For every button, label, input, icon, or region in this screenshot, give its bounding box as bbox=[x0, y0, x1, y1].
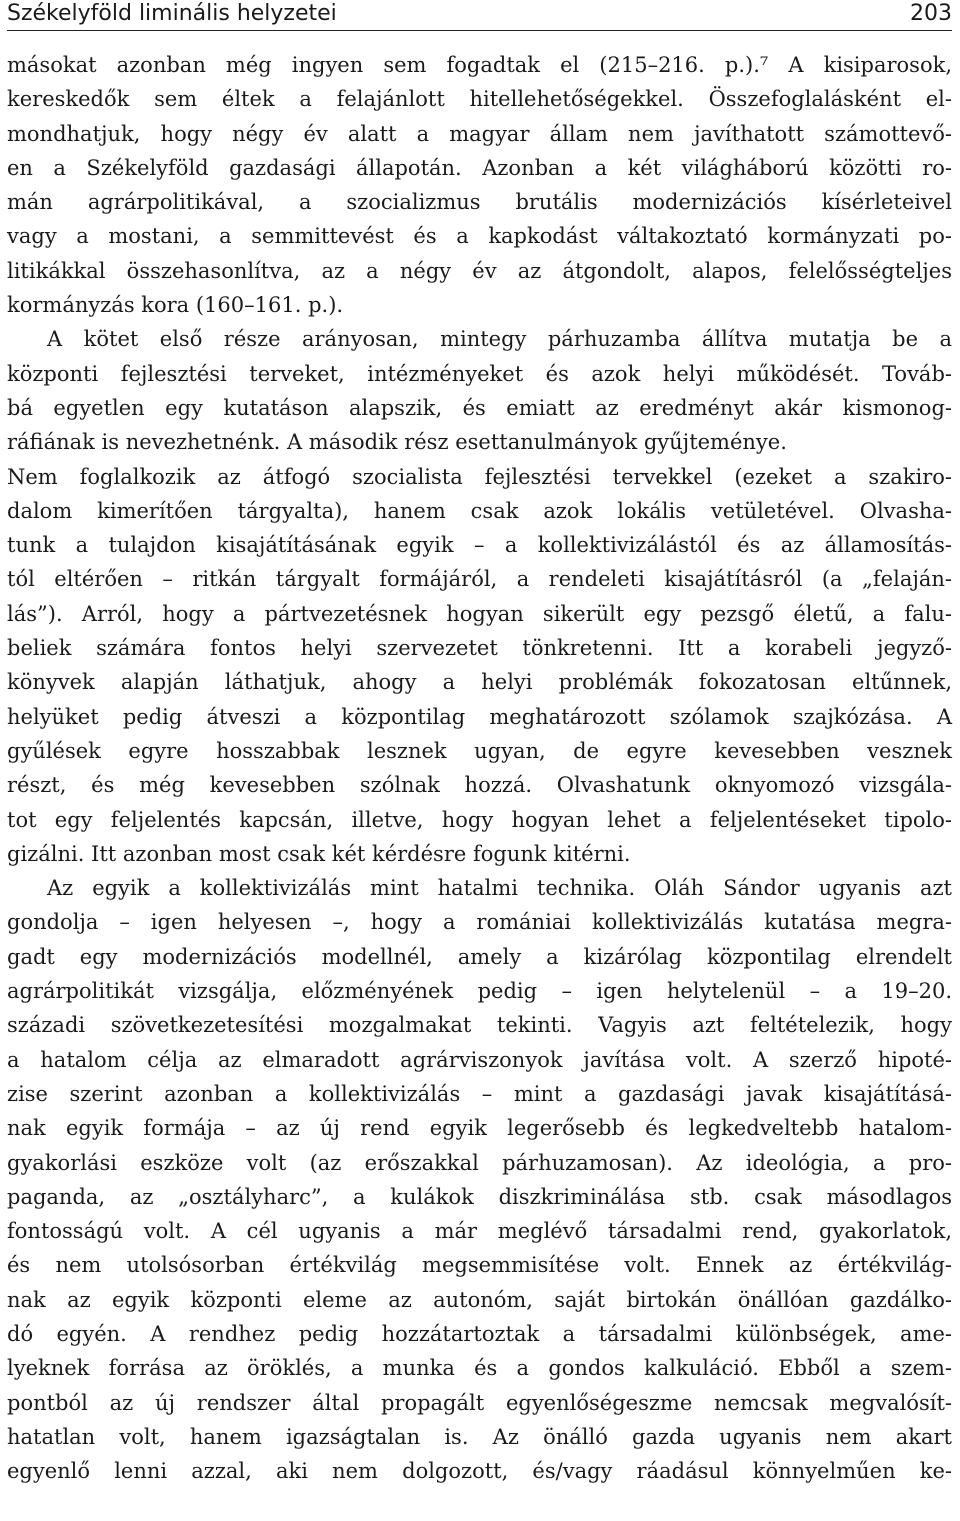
text-line: mán agrárpolitikával, a szocializmus brutális modernizációs kísérleteivel bbox=[7, 190, 952, 215]
text-line: en a Székelyföld gazdasági állapotán. Azonban a két világháború közötti ro- bbox=[7, 155, 952, 180]
text-line: dalom kimerítően tárgyalta), hanem csak azok lokális vetületével. Olvasha- bbox=[7, 498, 952, 523]
text-line: és nem utolsósorban értékvilág megsemmisítése volt. Ennek az értékvilág- bbox=[7, 1253, 952, 1278]
text-line: zise szerint azonban a kollektivizálás – mint a gazdasági javak kisajátításá- bbox=[7, 1081, 952, 1106]
text-line: vagy a mostani, a semmittevést és a kapkodást váltakoztató kormányzati po- bbox=[7, 224, 952, 249]
text-line: egyenlő lenni azzal, aki nem dolgozott, és/vagy ráadásul könnyelműen ke- bbox=[7, 1459, 952, 1484]
text-line: fontosságú volt. A cél ugyanis a már meglévő társadalmi rend, gyakorlatok, bbox=[7, 1219, 952, 1244]
text-line: tot egy feljelentés kapcsán, illetve, hogy hogyan lehet a feljelentéseket tipolo- bbox=[7, 807, 952, 832]
text-line: ráfiának is nevezhetnénk. A második rész esettanulmányok gyűjteménye. bbox=[7, 430, 787, 455]
text-line: bá egyetlen egy kutatáson alapszik, és emiatt az eredményt akár kismonog- bbox=[7, 395, 952, 420]
text-line: részt, és még kevesebben szólnak hozzá. Olvashatunk oknyomozó vizsgála- bbox=[7, 773, 952, 798]
text-line: A kötet első része arányosan, mintegy párhuzamba állítva mutatja be a bbox=[47, 327, 952, 352]
text-line: nak egyik formája – az új rend egyik legerősebb és legkedveltebb hatalom- bbox=[7, 1116, 952, 1141]
text-line: hatatlan volt, hanem igazságtalan is. Az önálló gazda ugyanis nem akart bbox=[7, 1424, 952, 1449]
text-line: gyakorlási eszköze volt (az erőszakkal párhuzamosan). Az ideológia, a pro- bbox=[7, 1150, 952, 1175]
body-text bbox=[7, 48, 952, 1488]
text-line: beliek számára fontos helyi szervezetet tönkretenni. Itt a korabeli jegyző- bbox=[7, 636, 952, 661]
text-line: gizálni. Itt azonban most csak két kérdésre fogunk kitérni. bbox=[7, 841, 631, 866]
text-line: kereskedők sem éltek a felajánlott hitellehetőségekkel. Összefoglalásként el- bbox=[7, 87, 952, 112]
page-header bbox=[7, 0, 952, 31]
text-line: mondhatjuk, hogy négy év alatt a magyar állam nem javíthatott számottevő- bbox=[7, 121, 952, 146]
text-line: gadt egy modernizációs modellnél, amely a kizárólag központilag elrendelt bbox=[7, 944, 952, 969]
text-line: központi fejlesztési terveket, intézményeket és azok helyi működését. Továb- bbox=[7, 361, 952, 386]
text-line: litikákkal összehasonlítva, az a négy év az átgondolt, alapos, felelősségteljes bbox=[7, 258, 952, 283]
text-line: könyvek alapján láthatjuk, ahogy a helyi problémák fokozatosan eltűnnek, bbox=[7, 670, 952, 695]
text-line: másokat azonban még ingyen sem fogadtak el (215–216. p.).⁷ A kisiparosok, bbox=[7, 53, 952, 77]
text-line: nak az egyik központi eleme az autonóm, saját birtokán önállóan gazdálko- bbox=[7, 1287, 952, 1312]
text-line: tól eltérően – ritkán tárgyalt formájáról, a rendeleti kisajátításról (a „felaján- bbox=[7, 567, 952, 592]
text-line: Az egyik a kollektivizálás mint hatalmi technika. Oláh Sándor ugyanis azt bbox=[47, 876, 952, 901]
text-line: paganda, az „osztályharc”, a kulákok diszkriminálása stb. csak másodlagos bbox=[7, 1184, 952, 1209]
text-line: dó egyén. A rendhez pedig hozzátartoztak a társadalmi különbségek, ame- bbox=[7, 1321, 952, 1346]
text-line: helyüket pedig átveszi a központilag meghatározott szólamok szajkózása. A bbox=[7, 704, 952, 729]
text-line: gyűlések egyre hosszabbak lesznek ugyan, de egyre kevesebben vesznek bbox=[7, 738, 952, 763]
text-line: kormányzás kora (160–161. p.). bbox=[7, 293, 344, 318]
text-line: Nem foglalkozik az átfogó szocialista fejlesztési tervekkel (ezeket a szakiro- bbox=[7, 464, 952, 489]
text-line: gondolja – igen helyesen –, hogy a romániai kollektivizálás kutatása megra- bbox=[7, 910, 952, 935]
text-line: századi szövetkezetesítési mozgalmakat tekinti. Vagyis azt feltételezik, hogy bbox=[7, 1013, 952, 1038]
text-line: lás”). Arról, hogy a pártvezetésnek hogyan sikerült egy pezsgő életű, a falu- bbox=[7, 601, 952, 626]
running-title: Székelyföld liminális helyzetei bbox=[7, 1, 337, 26]
text-line: agrárpolitikát vizsgálja, előzményének pedig – igen helytelenül – a 19–20. bbox=[7, 979, 952, 1004]
page-number: 203 bbox=[910, 1, 952, 26]
text-line: a hatalom célja az elmaradott agrárviszonyok javítása volt. A szerző hipoté- bbox=[7, 1047, 952, 1072]
text-line: tunk a tulajdon kisajátításának egyik – a kollektivizálástól és az államosítás- bbox=[7, 533, 952, 558]
text-line: pontból az új rendszer által propagált egyenlőségeszme nemcsak megvalósít- bbox=[7, 1390, 952, 1415]
text-line: lyeknek forrása az öröklés, a munka és a gondos kalkuláció. Ebből a szem- bbox=[7, 1356, 952, 1381]
